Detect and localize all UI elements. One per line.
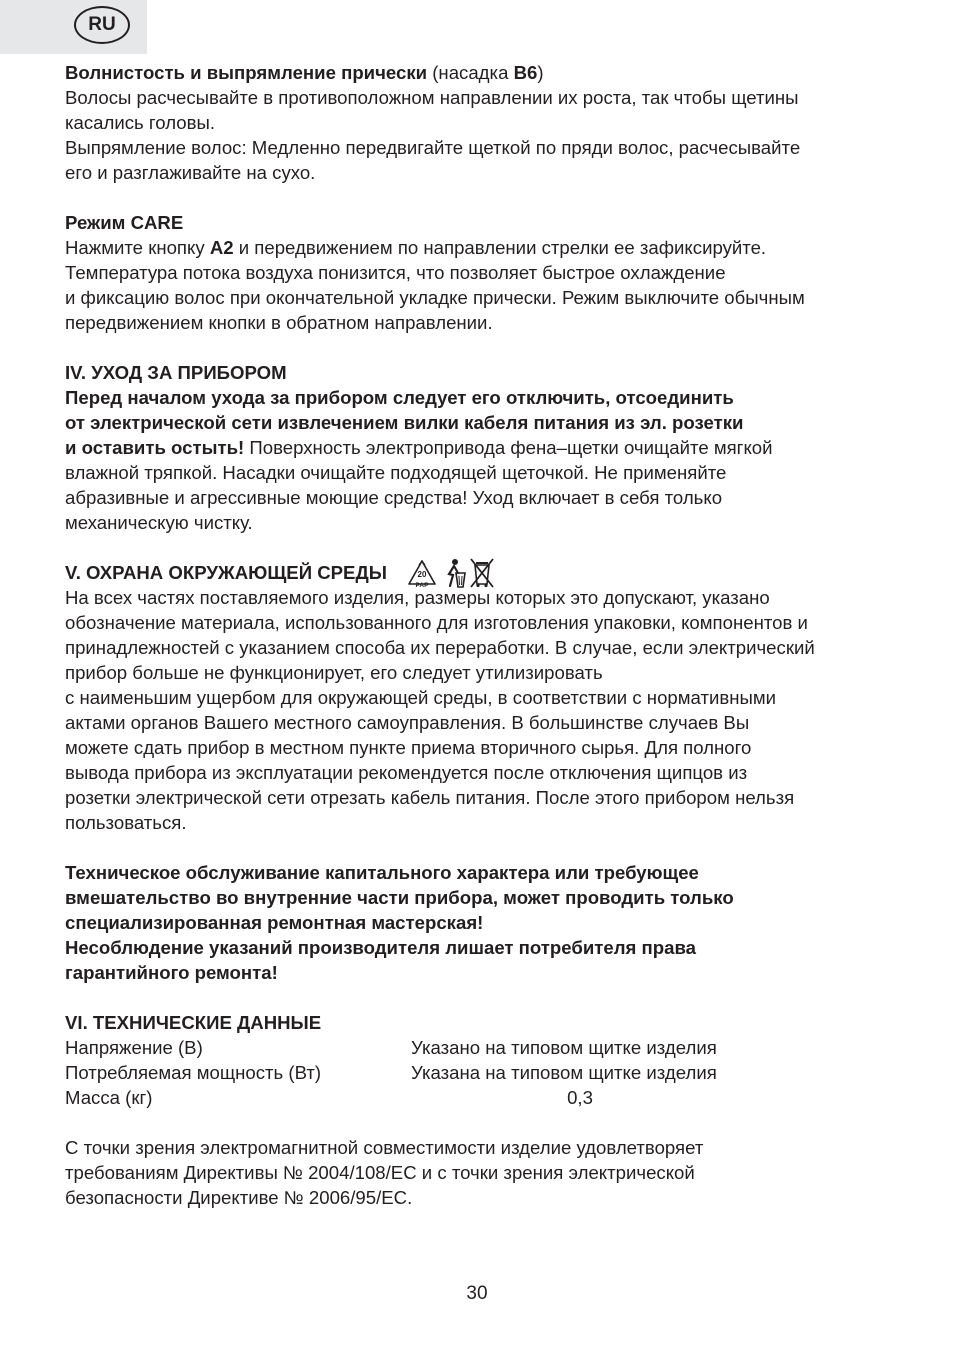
environment-line: обозначение материала, использованного для изготовления упаковки, компонентов и <box>65 612 808 633</box>
environment-line: принадлежностей с указанием способа их переработки. В случае, если электрический <box>65 637 815 658</box>
service-warning-line: специализированная ремонтная мастерская! <box>65 912 484 933</box>
environment-line: можете сдать прибор в местном пункте приема вторичного сырья. Для полного <box>65 737 752 758</box>
waves-line: его и разглаживайте на сухо. <box>65 162 316 183</box>
section-environment <box>65 560 905 835</box>
care-line <box>65 235 905 260</box>
environment-heading <box>65 560 905 585</box>
waves-nozzle: B6 <box>513 62 538 83</box>
care-line1-post: и передвижением по направлении стрелки ее зафиксируйте. <box>233 237 767 258</box>
care-line: передвижением кнопки в обратном направлении. <box>65 312 493 333</box>
spec-value: Указана на типовом щитке изделия <box>411 1062 717 1083</box>
environment-line: пользоваться. <box>65 812 187 833</box>
maintenance-warning-line: от электрической сети извлечением вилки кабеля питания из эл. розетки <box>65 412 744 433</box>
language-badge: RU <box>74 6 130 44</box>
crossed-bin-icon <box>469 557 495 589</box>
compliance-line: требованиям Директивы № 2004/108/ЕС и с точки зрения электрической <box>65 1162 695 1183</box>
maintenance-warning-end: и оставить остыть! <box>65 437 245 458</box>
spec-label: Потребляемая мощность (Вт) <box>65 1062 322 1083</box>
spec-row-voltage <box>65 1035 905 1060</box>
environment-line: актами органов Вашего местного самоуправления. В большинстве случаев Вы <box>65 712 750 733</box>
environment-line: розетки электрической сети отрезать кабель питания. После этого прибором нельзя <box>65 787 795 808</box>
section-care <box>65 210 905 335</box>
tech-data-title: VI. ТЕХНИЧЕСКИЕ ДАННЫЕ <box>65 1012 322 1033</box>
maintenance-line: влажной тряпкой. Насадки очищайте подходящей щеточкой. Не применяйте <box>65 462 727 483</box>
maintenance-warning-line: Перед началом ухода за прибором следует его отключить, отсоединить <box>65 387 734 408</box>
waves-line: Волосы расчесывайте в противоположном направлении их роста, так чтобы щетины <box>65 87 799 108</box>
waves-nozzle-suffix: ) <box>537 62 544 83</box>
environment-line: с наименьшим ущербом для окружающей среды, в соответствии с нормативными <box>65 687 777 708</box>
page-content <box>65 60 905 1210</box>
spec-value: 0,3 <box>567 1087 593 1108</box>
section-waves <box>65 60 905 185</box>
section-tech-data <box>65 1010 905 1110</box>
environment-title: V. ОХРАНА ОКРУЖАЮЩЕЙ СРЕДЫ <box>65 562 387 583</box>
tidyman-icon <box>440 558 466 588</box>
environment-line: прибор больше не функционирует, его следует утилизировать <box>65 662 603 683</box>
section-maintenance <box>65 360 905 535</box>
service-warning-line: вмешательство во внутренние части прибора, может проводить только <box>65 887 734 908</box>
care-title: Режим CARE <box>65 212 184 233</box>
waves-heading <box>65 60 905 85</box>
environment-line: На всех частях поставляемого изделия, размеры которых это допускают, указано <box>65 587 770 608</box>
care-line: и фиксацию волос при окончательной укладке прически. Режим выключите обычным <box>65 287 805 308</box>
care-line: Температура потока воздуха понизится, что позволяет быстрое охлаждение <box>65 262 726 283</box>
maintenance-line3-rest: Поверхность электропривода фена–щетки очищайте мягкой <box>244 437 773 458</box>
waves-title: Волнистость и выпрямление прически <box>65 62 428 83</box>
service-warning-line: гарантийного ремонта! <box>65 962 278 983</box>
page-number: 30 <box>466 1283 488 1304</box>
eco-icons <box>407 560 495 585</box>
spec-label: Масса (кг) <box>65 1087 153 1108</box>
section-service-warning <box>65 860 905 985</box>
spec-row-mass <box>65 1085 905 1110</box>
care-button-ref: A2 <box>209 237 234 258</box>
spec-row-power <box>65 1060 905 1085</box>
compliance-line: С точки зрения электромагнитной совместимости изделие удовлетворяет <box>65 1137 704 1158</box>
waves-line: касались головы. <box>65 112 216 133</box>
recycle-label: PAP <box>415 581 429 587</box>
language-tab <box>0 0 147 54</box>
spec-value: Указано на типовом щитке изделия <box>411 1037 717 1058</box>
maintenance-line: механическую чистку. <box>65 512 253 533</box>
waves-nozzle-prefix: (насадка <box>427 62 514 83</box>
service-warning-line: Несоблюдение указаний производителя лишает потребителя права <box>65 937 697 958</box>
section-compliance <box>65 1135 905 1210</box>
spec-label: Напряжение (В) <box>65 1037 203 1058</box>
maintenance-line <box>65 435 905 460</box>
maintenance-title: IV. УХОД ЗА ПРИБОРОМ <box>65 362 287 383</box>
recycle-20-pap-icon <box>407 559 437 587</box>
compliance-line: безопасности Директиве № 2006/95/ЕС. <box>65 1187 413 1208</box>
recycle-number: 20 <box>417 569 427 579</box>
waves-line: Выпрямление волос: Медленно передвигайте щеткой по пряди волос, расчесывайте <box>65 137 801 158</box>
care-line1-pre: Нажмите кнопку <box>65 237 210 258</box>
maintenance-line: абразивные и агрессивные моющие средства! Уход включает в себя только <box>65 487 723 508</box>
environment-line: вывода прибора из эксплуатации рекомендуется после отключения щипцов из <box>65 762 748 783</box>
service-warning-line: Техническое обслуживание капитального характера или требующее <box>65 862 699 883</box>
